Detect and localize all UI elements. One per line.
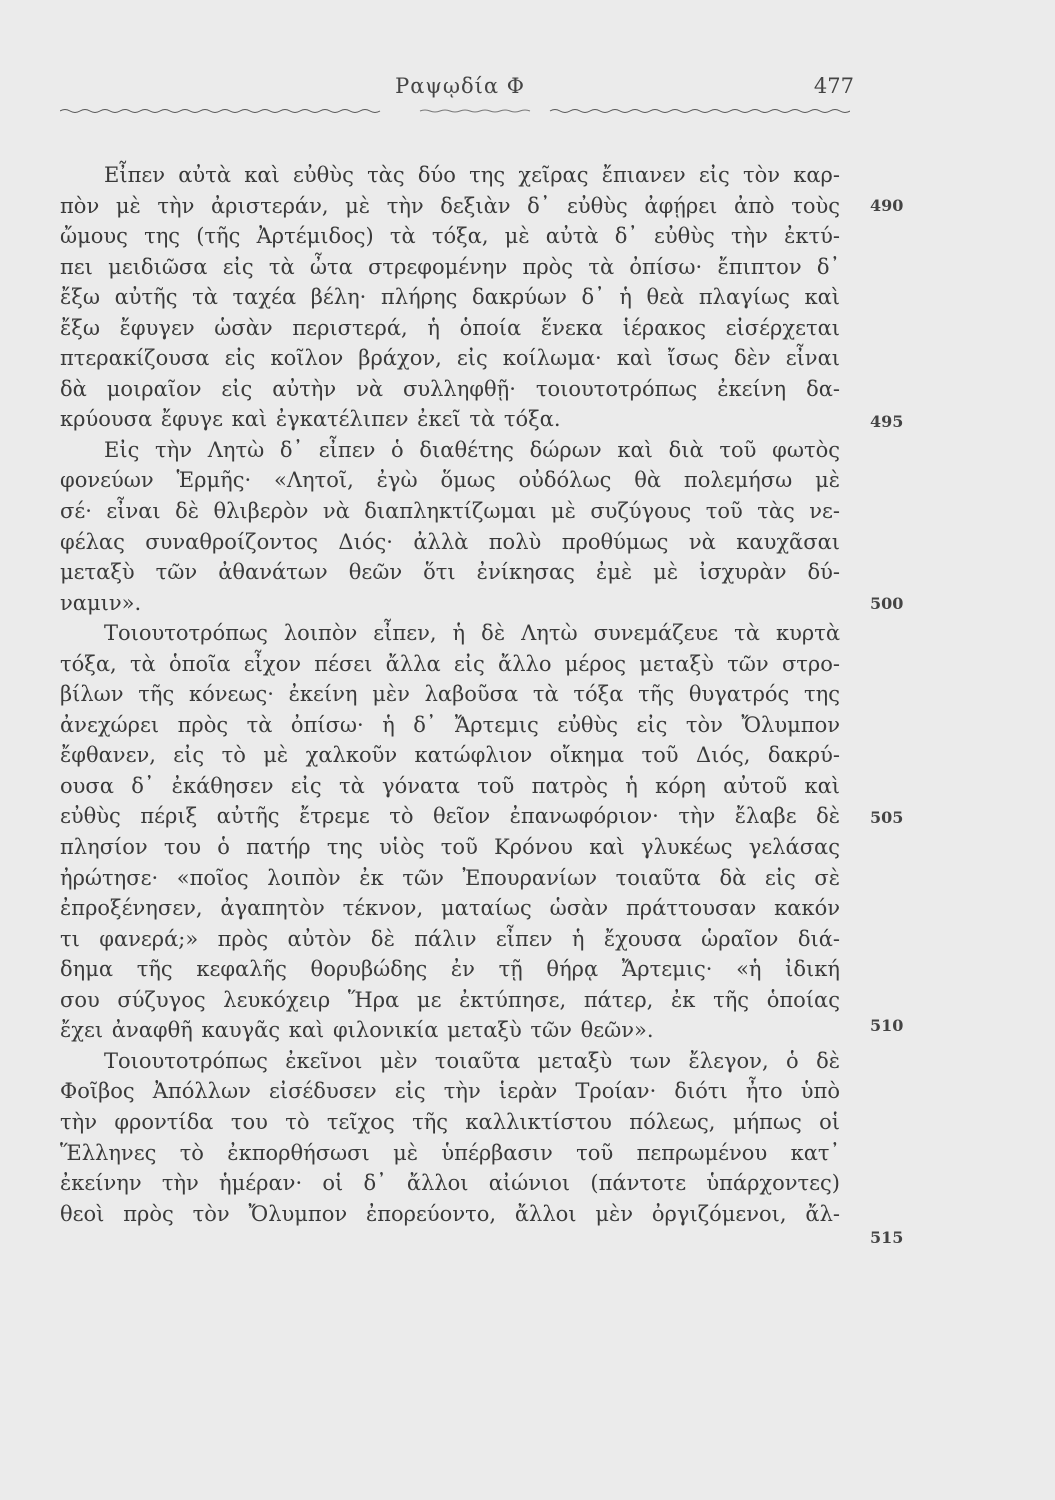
- verse-number: 510: [870, 1016, 904, 1035]
- text-line: ὤμους της (τῆς Ἀρτέμιδος) τὰ τόξα, μὲ αὐτὰ δ᾽ εὐθὺς τὴν ἐκτύ-: [60, 224, 840, 249]
- text-line: φονεύων Ἑρμῆς· «Λητοῖ, ἐγὼ ὅμως οὐδόλως θὰ πολεμήσω μὲ: [60, 468, 840, 493]
- text-line: φέλας συναθροίζοντος Διός· ἀλλὰ πολὺ προθύμως νὰ καυχᾶσαι: [60, 529, 840, 554]
- text-line: εὐθὺς πέριξ αὐτῆς ἔτρεμε τὸ θεῖον ἐπανωφόριον· τὴν ἔλαβε δὲ: [60, 804, 840, 829]
- header-rule: [60, 108, 850, 114]
- text-line: Εἰς τὴν Λητὼ δ᾽ εἶπεν ὁ διαθέτης δώρων καὶ διὰ τοῦ φωτὸς: [104, 437, 840, 462]
- verse-number: 515: [870, 1228, 904, 1247]
- text-line: θεοὶ πρὸς τὸν Ὄλυμπον ἐπορεύοντο, ἄλλοι μὲν ὀργιζόμενοι, ἄλ-: [60, 1201, 840, 1226]
- text-line: ἔξω αὐτῆς τὰ ταχέα βέλη· πλήρης δακρύων δ᾽ ἡ θεὰ πλαγίως καὶ: [60, 285, 840, 310]
- text-line: σου σύζυγος λευκόχειρ Ἥρα με ἐκτύπησε, πάτερ, ἐκ τῆς ὁποίας: [60, 987, 840, 1012]
- text-line: τι φανερά;» πρὸς αὐτὸν δὲ πάλιν εἶπεν ἡ ἔχουσα ὡραῖον διά-: [60, 926, 840, 951]
- verse-number: 495: [870, 412, 904, 431]
- text-line: Τοιουτοτρόπως ἐκεῖνοι μὲν τοιαῦτα μεταξὺ των ἔλεγον, ὁ δὲ: [104, 1048, 840, 1073]
- body-text: [60, 160, 840, 1229]
- text-line: Εἶπεν αὐτὰ καὶ εὐθὺς τὰς δύο της χεῖρας ἔπιανεν εἰς τὸν καρ-: [104, 163, 840, 187]
- text-line: ἔχει ἀναφθῆ καυγᾶς καὶ φιλονικία μεταξὺ τῶν θεῶν».: [60, 1018, 654, 1043]
- text-line: ἔξω ἔφυγεν ὡσὰν περιστερά, ἡ ὁποία ἕνεκα ἱέρακος εἰσέρχεται: [60, 315, 840, 340]
- verse-number: 490: [870, 196, 904, 215]
- text-line: πλησίον του ὁ πατήρ της υἱὸς τοῦ Κρόνου καὶ γλυκέως γελάσας: [60, 835, 840, 860]
- text-line: τὴν φροντίδα του τὸ τεῖχος τῆς καλλικτίστου πόλεως, μήπως οἱ: [60, 1109, 840, 1134]
- text-line: ουσα δ᾽ ἐκάθησεν εἰς τὰ γόνατα τοῦ πατρὸς ἡ κόρη αὐτοῦ καὶ: [60, 773, 840, 798]
- text-line: Τοιουτοτρόπως λοιπὸν εἶπεν, ἡ δὲ Λητὼ συνεμάζευε τὰ κυρτὰ: [104, 621, 840, 646]
- running-title: Ραψῳδία Φ: [395, 74, 525, 98]
- text-line: Ἕλληνες τὸ ἐκπορθήσωσι μὲ ὑπέρβασιν τοῦ πεπρωμένου κατ᾽: [60, 1140, 840, 1165]
- text-line: ἀνεχώρει πρὸς τὰ ὀπίσω· ἡ δ᾽ Ἄρτεμις εὐθὺς εἰς τὸν Ὄλυμπον: [60, 712, 840, 737]
- text-line: σέ· εἶναι δὲ θλιβερὸν νὰ διαπληκτίζωμαι μὲ συζύγους τοῦ τὰς νε-: [60, 499, 840, 524]
- text-line: ἔφθανεν, εἰς τὸ μὲ χαλκοῦν κατώφλιον οἴκημα τοῦ Διός, δακρύ-: [60, 743, 840, 768]
- text-line: βίλων τῆς κόνεως· ἐκείνη μὲν λαβοῦσα τὰ τόξα τῆς θυγατρός της: [60, 682, 840, 707]
- page-number: 477: [813, 74, 854, 98]
- verse-number: 505: [870, 808, 904, 827]
- text-line: ναμιν».: [60, 590, 142, 615]
- text-line: ἐκείνην τὴν ἡμέραν· οἱ δ᾽ ἄλλοι αἰώνιοι (πάντοτε ὑπάρχοντες): [60, 1171, 840, 1196]
- text-line: ἠρώτησε· «ποῖος λοιπὸν ἐκ τῶν Ἐπουρανίων τοιαῦτα δὰ εἰς σὲ: [60, 865, 840, 890]
- text-line: κρύουσα ἔφυγε καὶ ἐγκατέλιπεν ἐκεῖ τὰ τόξα.: [60, 407, 561, 432]
- text-line: πει μειδιῶσα εἰς τὰ ὦτα στρεφομένην πρὸς τὰ ὀπίσω· ἔπιπτον δ᾽: [60, 254, 840, 279]
- text-line: ἐπροξένησεν, ἀγαπητὸν τέκνον, ματαίως ὡσὰν πράττουσαν κακόν: [60, 896, 840, 921]
- text-line: Φοῖβος Ἀπόλλων εἰσέδυσεν εἰς τὴν ἱερὰν Τροίαν· διότι ἦτο ὑπὸ: [60, 1079, 840, 1104]
- text-line: πτερακίζουσα εἰς κοῖλον βράχον, εἰς κοίλωμα· καὶ ἴσως δὲν εἶναι: [60, 346, 840, 371]
- text-line: πὸν μὲ τὴν ἀριστεράν, μὲ τὴν δεξιὰν δ᾽ εὐθὺς ἀφῄρει ἀπὸ τοὺς: [60, 193, 840, 218]
- text-line: δὰ μοιραῖον εἰς αὐτὴν νὰ συλληφθῇ· τοιουτοτρόπως ἐκείνη δα-: [60, 376, 840, 401]
- verse-number: 500: [870, 594, 904, 613]
- text-line: τόξα, τὰ ὁποῖα εἶχον πέσει ἄλλα εἰς ἄλλο μέρος μεταξὺ τῶν στρο-: [60, 651, 840, 676]
- text-line: μεταξὺ τῶν ἀθανάτων θεῶν ὅτι ἐνίκησας ἐμὲ μὲ ἰσχυρὰν δύ-: [60, 560, 840, 585]
- text-line: δημα τῆς κεφαλῆς θορυβώδης ἐν τῇ θήρᾳ Ἄρτεμις· «ἡ ἰδική: [60, 957, 840, 982]
